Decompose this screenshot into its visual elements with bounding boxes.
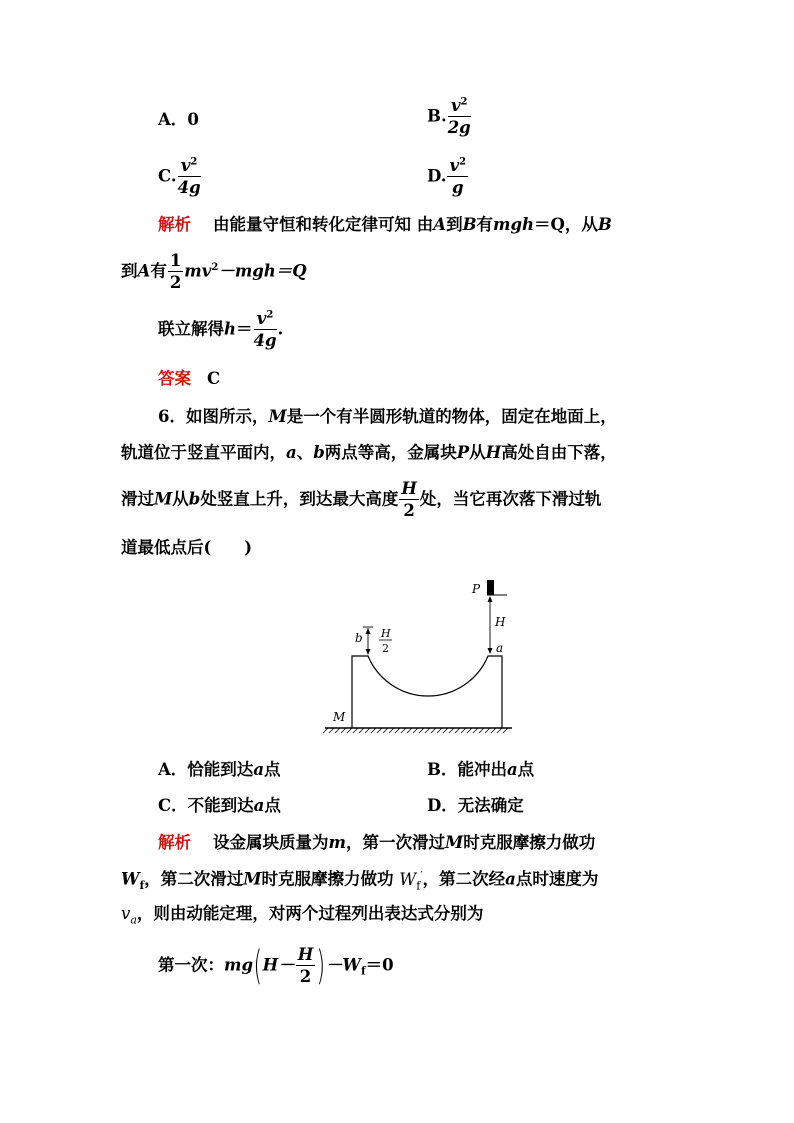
q6-option-c: C．不能到达a点 bbox=[158, 796, 281, 815]
label-b: b bbox=[355, 631, 363, 645]
label-H2-den: 2 bbox=[382, 642, 389, 655]
q6-solution-line2: $W_f$，第二次滑过M时克服摩擦力做功 $W_f'$，第二次经a点时速度为 bbox=[121, 869, 599, 892]
track-figure bbox=[320, 575, 520, 735]
q6-option-d: D．无法确定 bbox=[427, 796, 524, 815]
q5-solve: 联立解得h＝ $\frac{v^2}{4g}$ . bbox=[158, 309, 284, 351]
q6-solution-line1: 解析 设金属块质量为m，第一次滑过M时克服摩擦力做功 bbox=[158, 833, 596, 852]
label-P: P bbox=[472, 582, 481, 596]
q6-line4: 道最低点后( ) bbox=[121, 538, 253, 557]
H-arrow-up bbox=[488, 596, 493, 602]
label-H2-num: H bbox=[381, 627, 391, 640]
q6-option-a: A．恰能到达a点 bbox=[158, 760, 281, 779]
q6-solution-line3: $v_a$，则由动能定理，对两个过程列出表达式分别为 bbox=[121, 904, 484, 927]
label-H: H bbox=[495, 615, 506, 629]
option-c: C. $\frac{v^2}{4g}$ bbox=[158, 156, 201, 198]
H2-arrow-up bbox=[366, 628, 371, 634]
q6-line3: 滑过M从b处竖直上升，到达最大高度 $\frac{H}{2}$ 处，当它再次落下滑过轨 bbox=[121, 479, 602, 521]
q5-analysis-line1: 解析 由能量守恒和转化定律可知 由A到B有mgh＝Q，从B bbox=[158, 215, 612, 234]
q6-first-equation: 第一次：mg(H－ $\frac{H}{2}$ )$-W_f=0$ bbox=[158, 942, 394, 989]
q6-option-b: B．能冲出a点 bbox=[427, 760, 535, 779]
option-d: D. $\frac{v^2}{g}$ bbox=[427, 156, 467, 198]
label-M: M bbox=[333, 710, 346, 724]
q6-line2: 轨道位于竖直平面内，a、b两点等高，金属块P从H高处自由下落， bbox=[121, 443, 617, 462]
q5-answer: 答案 C bbox=[158, 369, 221, 388]
H-arrow-down bbox=[488, 648, 493, 654]
option-b: B. $\frac{v^2}{2g}$ bbox=[427, 96, 471, 138]
q6-line1: 6．如图所示，M是一个有半圆形轨道的物体，固定在地面上， bbox=[158, 407, 617, 426]
option-a: A．0 bbox=[158, 110, 199, 129]
label-a: a bbox=[496, 641, 504, 655]
metal-block-P bbox=[487, 580, 494, 595]
q5-analysis-line2: 到A有 $\frac{1}{2}$ $mv^2-mgh=Q$ bbox=[121, 251, 307, 293]
H2-arrow-down bbox=[366, 649, 371, 655]
block-with-track bbox=[352, 656, 502, 728]
